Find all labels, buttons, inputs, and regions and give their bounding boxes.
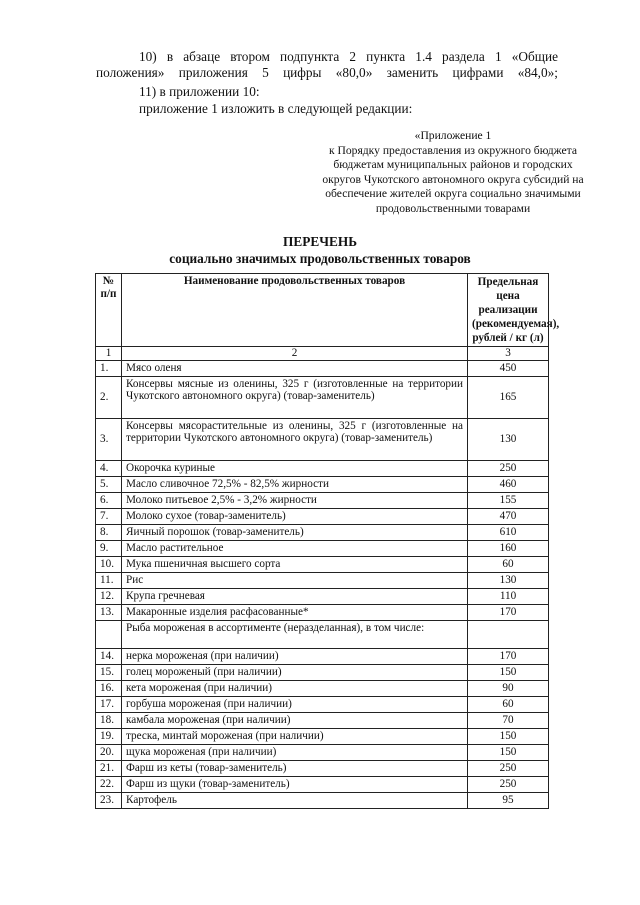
row-price xyxy=(468,620,549,648)
row-name: Консервы мясорастительные из оленины, 325 г (изготовленные на территории Чукотского автономного округа) (товар-заменитель) xyxy=(122,418,468,460)
table-row xyxy=(96,776,549,792)
row-number: 7. xyxy=(96,508,122,524)
row-number: 10. xyxy=(96,556,122,572)
table-row xyxy=(96,664,549,680)
row-price: 450 xyxy=(468,360,549,376)
row-price: 165 xyxy=(468,376,549,418)
row-name: Молоко питьевое 2,5% - 3,2% жирности xyxy=(122,492,468,508)
table-row xyxy=(96,524,549,540)
row-name: Фарш из кеты (товар-заменитель) xyxy=(122,760,468,776)
appendix-line: бюджетам муниципальных районов и городских xyxy=(333,158,573,171)
intro-paragraph-2: 11) в приложении 10: xyxy=(139,84,260,99)
table-row xyxy=(96,620,549,648)
table-body xyxy=(96,360,549,808)
row-number: 14. xyxy=(96,648,122,664)
column-number: 3 xyxy=(468,347,549,361)
appendix-line: обеспечение жителей округа социально значимыми xyxy=(325,187,581,200)
table-header-row xyxy=(96,274,549,347)
table-row xyxy=(96,508,549,524)
table-row xyxy=(96,696,549,712)
intro-paragraph-3: приложение 1 изложить в следующей редакции: xyxy=(139,101,413,116)
table-row xyxy=(96,588,549,604)
row-name: нерка мороженая (при наличии) xyxy=(122,648,468,664)
appendix-line: продовольственными товарами xyxy=(375,201,531,215)
appendix-line: «Приложение 1 xyxy=(414,129,492,142)
row-name: камбала мороженая (при наличии) xyxy=(122,712,468,728)
row-number: 8. xyxy=(96,524,122,540)
list-title: ПЕРЕЧЕНЬ xyxy=(283,234,357,249)
header-name: Наименование продовольственных товаров xyxy=(122,274,468,347)
row-name: кета мороженая (при наличии) xyxy=(122,680,468,696)
row-name: Рыба мороженая в ассортименте (неразделанная), в том числе: xyxy=(122,620,468,648)
row-name: Мясо оленя xyxy=(122,360,468,376)
appendix-header xyxy=(303,129,603,216)
row-number: 6. xyxy=(96,492,122,508)
intro-paragraph-1: 10) в абзаце втором подпункта 2 пункта 1.4 раздела 1 «Общие положения» приложения 5 цифры «80,0» заменить цифрами «84,0»; xyxy=(96,49,558,80)
row-number: 3. xyxy=(96,418,122,460)
row-price: 170 xyxy=(468,604,549,620)
row-number: 16. xyxy=(96,680,122,696)
row-name: Рис xyxy=(122,572,468,588)
appendix-line: к Порядку предоставления из окружного бюджета xyxy=(328,143,578,157)
table-row xyxy=(96,556,549,572)
table-row xyxy=(96,744,549,760)
row-number: 22. xyxy=(96,776,122,792)
row-name: голец мороженый (при наличии) xyxy=(122,664,468,680)
row-price: 130 xyxy=(468,572,549,588)
list-subtitle: социально значимых продовольственных товаров xyxy=(169,251,471,266)
row-name: Яичный порошок (товар-заменитель) xyxy=(122,524,468,540)
row-number: 5. xyxy=(96,476,122,492)
table-row xyxy=(96,476,549,492)
row-number: 15. xyxy=(96,664,122,680)
row-price: 160 xyxy=(468,540,549,556)
row-price: 70 xyxy=(468,712,549,728)
table-row xyxy=(96,540,549,556)
table-row xyxy=(96,792,549,808)
table-row xyxy=(96,360,549,376)
row-price: 250 xyxy=(468,776,549,792)
row-name: Консервы мясные из оленины, 325 г (изготовленные на территории Чукотского автономного округа) (товар-заменитель) xyxy=(122,376,468,418)
table-row xyxy=(96,418,549,460)
table-row xyxy=(96,712,549,728)
row-number: 11. xyxy=(96,572,122,588)
table-row xyxy=(96,492,549,508)
row-number: 4. xyxy=(96,460,122,476)
column-number-row xyxy=(96,347,549,361)
row-name: Окорочка куриные xyxy=(122,460,468,476)
table-row xyxy=(96,648,549,664)
row-price: 110 xyxy=(468,588,549,604)
row-price: 250 xyxy=(468,760,549,776)
row-price: 150 xyxy=(468,728,549,744)
table-row xyxy=(96,680,549,696)
table-row xyxy=(96,376,549,418)
row-name: Молоко сухое (товар-заменитель) xyxy=(122,508,468,524)
table-row xyxy=(96,604,549,620)
table-row xyxy=(96,460,549,476)
row-name: Масло сливочное 72,5% - 82,5% жирности xyxy=(122,476,468,492)
row-name: Макаронные изделия расфасованные* xyxy=(122,604,468,620)
table-row xyxy=(96,760,549,776)
row-name: щука мороженая (при наличии) xyxy=(122,744,468,760)
row-number: 13. xyxy=(96,604,122,620)
row-number: 20. xyxy=(96,744,122,760)
row-price: 610 xyxy=(468,524,549,540)
row-price: 95 xyxy=(468,792,549,808)
row-price: 150 xyxy=(468,744,549,760)
header-num: № п/п xyxy=(96,274,122,347)
row-number: 9. xyxy=(96,540,122,556)
row-name: горбуша мороженая (при наличии) xyxy=(122,696,468,712)
row-price: 60 xyxy=(468,696,549,712)
row-price: 130 xyxy=(468,418,549,460)
column-number: 1 xyxy=(96,347,122,361)
goods-table xyxy=(95,273,560,809)
row-number: 1. xyxy=(96,360,122,376)
row-number: 12. xyxy=(96,588,122,604)
row-price: 470 xyxy=(468,508,549,524)
row-number: 19. xyxy=(96,728,122,744)
row-price: 155 xyxy=(468,492,549,508)
row-number: 18. xyxy=(96,712,122,728)
row-name: Мука пшеничная высшего сорта xyxy=(122,556,468,572)
row-price: 150 xyxy=(468,664,549,680)
row-name: треска, минтай мороженая (при наличии) xyxy=(122,728,468,744)
row-number: 23. xyxy=(96,792,122,808)
table-row xyxy=(96,728,549,744)
table-row xyxy=(96,572,549,588)
row-price: 250 xyxy=(468,460,549,476)
row-price: 60 xyxy=(468,556,549,572)
row-number: 2. xyxy=(96,376,122,418)
appendix-line: округов Чукотского автономного округа субсидий на xyxy=(322,172,584,186)
row-name: Масло растительное xyxy=(122,540,468,556)
row-name: Крупа гречневая xyxy=(122,588,468,604)
row-name: Фарш из щуки (товар-заменитель) xyxy=(122,776,468,792)
row-name: Картофель xyxy=(122,792,468,808)
header-price: Предельная цена реализации (рекомендуемая), рублей / кг (л) xyxy=(468,274,549,347)
row-price: 90 xyxy=(468,680,549,696)
row-price: 460 xyxy=(468,476,549,492)
row-number: 21. xyxy=(96,760,122,776)
row-number xyxy=(96,620,122,648)
row-price: 170 xyxy=(468,648,549,664)
column-number: 2 xyxy=(122,347,468,361)
row-number: 17. xyxy=(96,696,122,712)
